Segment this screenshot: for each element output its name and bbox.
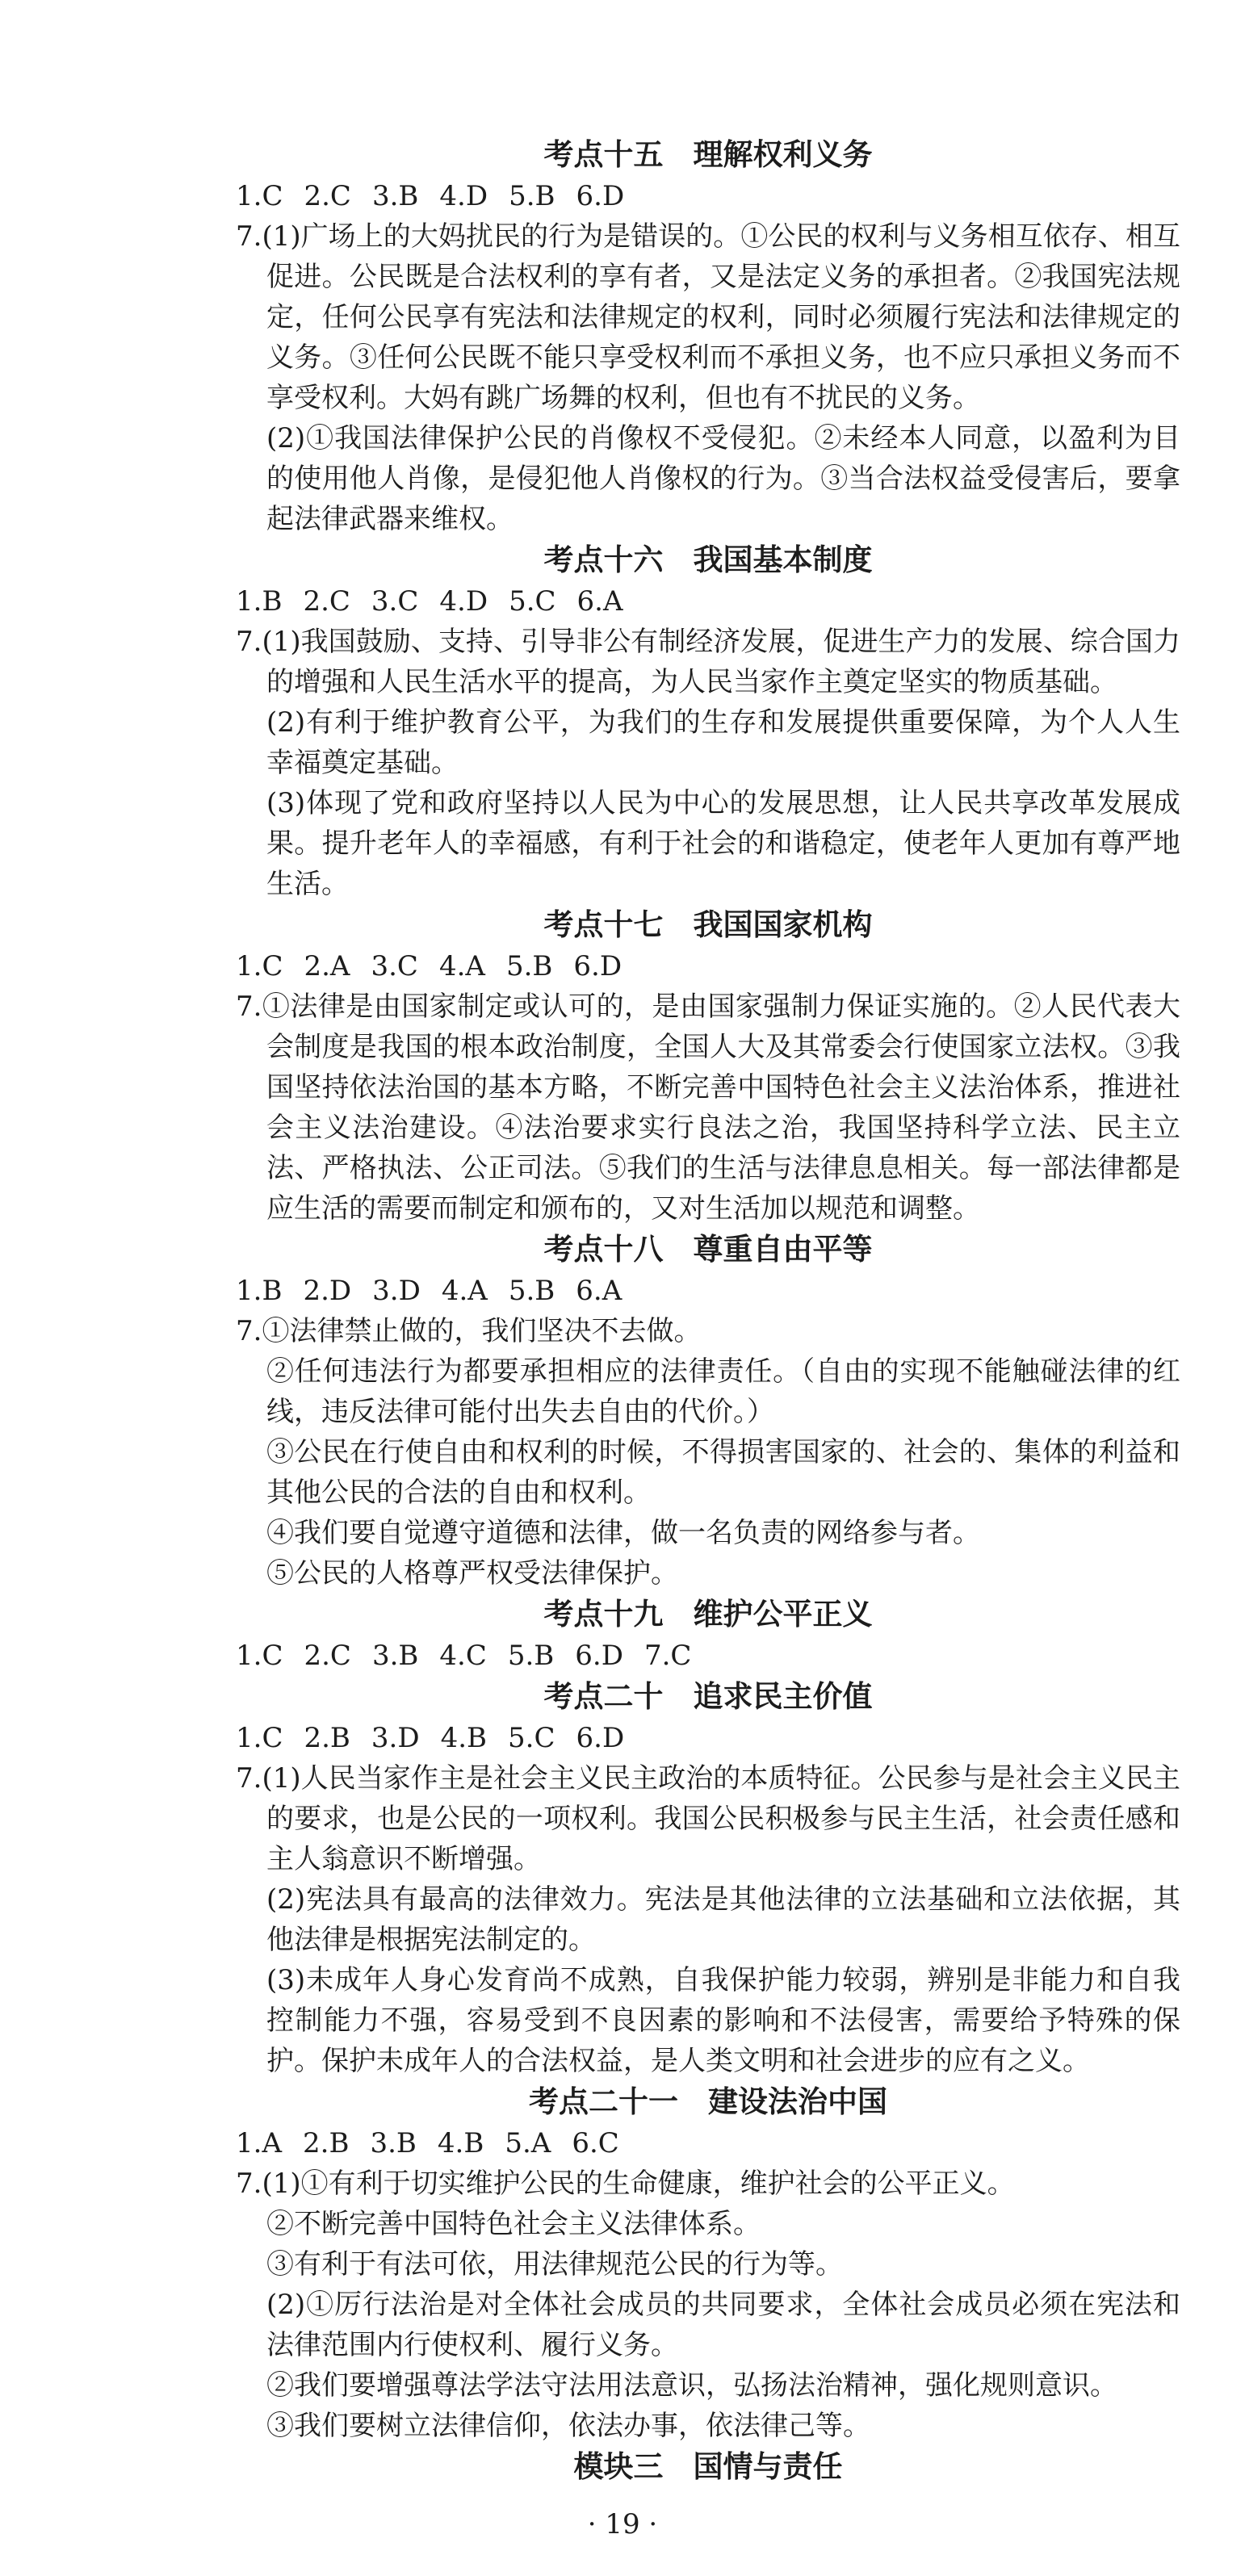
section-title: 考点二十 追求民主价值	[543, 1679, 873, 1714]
section-title: 考点十八 尊重自由平等	[543, 1232, 873, 1267]
choice-answer: 3.D	[371, 1722, 420, 1754]
section	[236, 904, 1180, 1229]
choice-answer: 6.D	[576, 180, 625, 212]
section-title: 考点十九 维护公平正义	[543, 1597, 873, 1631]
choice-answer: 4.D	[439, 585, 488, 618]
answer-paragraph: (3)未成年人身心发育尚不成熟，自我保护能力较弱，辨别是非能力和自我控制能力不强，容易受到不良因素的影响和不法侵害，需要给予特殊的保护。保护未成年人的合法权益，是人类文明和社会进步的应有之义。	[266, 1964, 1180, 2077]
answer-paragraph: ③公民在行使自由和权利的时候，不得损害国家的、社会的、集体的利益和其他公民的合法的自由和权利。	[266, 1436, 1180, 1509]
section-title: 考点十七 我国国家机构	[543, 907, 873, 942]
choice-answer: 4.B	[437, 2127, 484, 2159]
page-number: · 19 ·	[587, 2508, 658, 2540]
choice-answer: 4.A	[438, 950, 485, 982]
short-answer	[236, 2163, 1180, 2446]
choice-answer: 6.D	[573, 950, 622, 982]
answer-paragraph: ③我们要树立法律信仰，依法办事，依法律己等。	[266, 2410, 870, 2442]
section	[236, 134, 1180, 539]
choice-answer: 4.C	[439, 1640, 487, 1672]
choice-answer: 1.C	[236, 1640, 283, 1672]
choice-answers	[236, 581, 1180, 622]
short-answer	[236, 622, 1180, 904]
answer-paragraph: ②我们要增强尊法学法守法用法意识，弘扬法治精神，强化规则意识。	[266, 2369, 1117, 2402]
answer-paragraph: 7.(1)广场上的大妈扰民的行为是错误的。①公民的权利与义务相互依存、相互促进。公民既是合法权利的享有者，又是法定义务的承担者。②我国宪法规定，任何公民享有宪法和法律规定的权利，同时必须履行宪法和法律规定的义务。③任何公民既不能只享受权利而不承担义务，也不应只承担义务而不享受权利。大妈有跳广场舞的权利，但也有不扰民的义务。	[236, 220, 1180, 414]
answer-column	[236, 134, 1180, 2446]
choice-answer: 6.D	[575, 1640, 623, 1672]
choice-answer: 1.C	[236, 1722, 283, 1754]
choice-answer: 2.B	[303, 2127, 350, 2159]
answer-paragraph: ⑤公民的人格尊严权受法律保护。	[266, 1557, 678, 1590]
choice-answer: 7.C	[643, 1640, 692, 1672]
answer-paragraph: 7.①法律是由国家制定或认可的，是由国家强制力保证实施的。②人民代表大会制度是我国的根本政治制度，全国人大及其常委会行使国家立法权。③我国坚持依法治国的基本方略，不断完善中国特色社会主义法治体系，推进社会主义法治建设。④法治要求实行良法之治，我国坚持科学立法、民主立法、严格执法、公正司法。⑤我们的生活与法律息息相关。每一部法律都是应生活的需要而制定和颁布的，又对生活加以规范和调整。	[236, 991, 1180, 1225]
choice-answer: 5.B	[509, 180, 555, 212]
choice-answer: 6.A	[576, 1275, 622, 1307]
choice-answer: 4.A	[441, 1275, 488, 1307]
choice-answer: 2.B	[304, 1722, 350, 1754]
answer-paragraph: (3)体现了党和政府坚持以人民为中心的发展思想，让人民共享改革发展成果。提升老年人的幸福感，有利于社会的和谐稳定，使老年人更加有尊严地生活。	[266, 787, 1180, 900]
short-answer	[236, 986, 1180, 1229]
choice-answer: 5.A	[505, 2127, 551, 2159]
choice-answer: 1.B	[236, 1275, 283, 1307]
section	[236, 1676, 1180, 2081]
choice-answer: 4.D	[439, 180, 488, 212]
answer-paragraph: (2)宪法具有最高的法律效力。宪法是其他法律的立法基础和立法依据，其他法律是根据宪法制定的。	[266, 1883, 1180, 1956]
choice-answer: 5.C	[508, 1722, 555, 1754]
answer-paragraph: ④我们要自觉遵守道德和法律，做一名负责的网络参与者。	[266, 1517, 980, 1549]
section	[236, 1229, 1180, 1594]
choice-answer: 2.C	[303, 585, 350, 618]
section	[236, 539, 1180, 904]
choice-answer: 6.A	[576, 585, 623, 618]
choice-answer: 3.B	[371, 180, 419, 212]
choice-answer: 5.B	[507, 1640, 555, 1672]
choice-answer: 4.B	[440, 1722, 488, 1754]
answer-paragraph: ③有利于有法可依，用法律规范公民的行为等。	[266, 2248, 843, 2281]
short-answer	[236, 1311, 1180, 1594]
choice-answers	[236, 1718, 1180, 1758]
section	[236, 2081, 1180, 2446]
short-answer	[236, 1758, 1180, 2081]
answer-paragraph: (2)①我国法律保护公民的肖像权不受侵犯。②未经本人同意，以盈利为目的使用他人肖像，是侵犯他人肖像权的行为。③当合法权益受侵害后，要拿起法律武器来维权。	[266, 422, 1180, 535]
answer-paragraph: 7.(1)我国鼓励、支持、引导非公有制经济发展，促进生产力的发展、综合国力的增强和人民生活水平的提高，为人民当家作主奠定坚实的物质基础。	[236, 626, 1180, 698]
choice-answers	[236, 1636, 1180, 1676]
answer-paragraph: ②不断完善中国特色社会主义法律体系。	[266, 2208, 761, 2240]
choice-answer: 3.B	[370, 2127, 417, 2159]
section-title: 考点十六 我国基本制度	[543, 542, 873, 577]
choice-answer: 1.B	[236, 585, 283, 618]
choice-answer: 2.D	[303, 1275, 352, 1307]
choice-answer: 5.B	[505, 950, 553, 982]
answer-paragraph: 7.(1)人民当家作主是社会主义民主政治的本质特征。公民参与是社会主义民主的要求，也是公民的一项权利。我国公民积极参与民主生活，社会责任感和主人翁意识不断增强。	[236, 1762, 1180, 1875]
answer-paragraph: 7.(1)①有利于切实维护公民的生命健康，维护社会的公平正义。	[236, 2168, 1015, 2200]
module-title: 模块三 国情与责任	[573, 2449, 843, 2484]
section	[236, 1594, 1180, 1676]
choice-answer: 3.B	[371, 1640, 419, 1672]
choice-answer: 2.A	[304, 950, 350, 982]
choice-answer: 1.A	[236, 2127, 282, 2159]
section-title: 考点十五 理解权利义务	[543, 137, 873, 172]
choice-answer: 5.C	[509, 585, 556, 618]
choice-answer: 1.C	[236, 950, 283, 982]
choice-answers	[236, 176, 1180, 216]
choice-answers	[236, 1271, 1180, 1311]
choice-answer: 3.C	[371, 950, 418, 982]
choice-answer: 2.C	[304, 180, 351, 212]
choice-answer: 1.C	[236, 180, 283, 212]
answer-paragraph: ②任何违法行为都要承担相应的法律责任。（自由的实现不能触碰法律的红线，违反法律可能付出失去自由的代价。）	[266, 1355, 1180, 1428]
choice-answers	[236, 2123, 1180, 2163]
choice-answer: 6.C	[572, 2127, 619, 2159]
answer-paragraph: (2)①厉行法治是对全体社会成员的共同要求，全体社会成员必须在宪法和法律范围内行使权利、履行义务。	[266, 2289, 1180, 2361]
choice-answer: 3.D	[372, 1275, 421, 1307]
choice-answer: 6.D	[576, 1722, 625, 1754]
short-answer	[236, 216, 1180, 539]
answer-paragraph: 7.①法律禁止做的，我们坚决不去做。	[236, 1315, 702, 1347]
answer-paragraph: (2)有利于维护教育公平，为我们的生存和发展提供重要保障，为个人人生幸福奠定基础。	[266, 706, 1180, 779]
choice-answer: 2.C	[304, 1640, 351, 1672]
choice-answer: 5.B	[508, 1275, 555, 1307]
choice-answer: 3.C	[371, 585, 419, 618]
choice-answers	[236, 946, 1180, 986]
section-title: 考点二十一 建设法治中国	[529, 2084, 887, 2119]
